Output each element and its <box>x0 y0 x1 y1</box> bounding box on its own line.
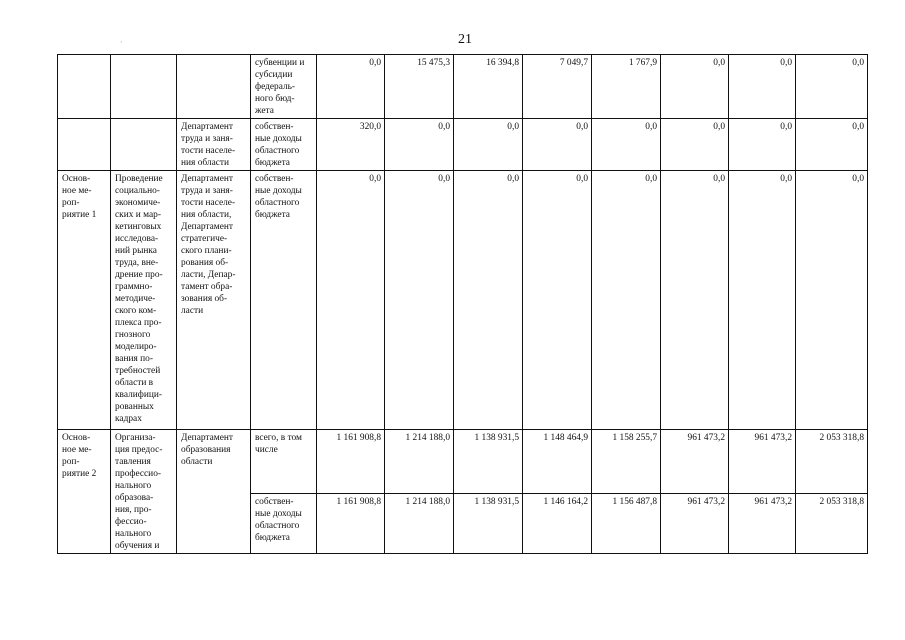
value-cell: 1 158 255,7 <box>592 430 661 494</box>
name-cell: Проведение социально- экономиче- ских и мар- кетинговых исследова- ний рынка труда, вне- дрение про- граммно- методиче- ского ком- плекса про- гнозного моделиро- вания по- требностей области в квалифици- рованных кадрах <box>111 171 177 430</box>
funding-source-cell: собствен- ные доходы областного бюджета <box>251 119 317 171</box>
value-cell: 0,0 <box>729 171 796 430</box>
funding-source-cell: собствен- ные доходы областного бюджета <box>251 494 317 554</box>
value-cell: 0,0 <box>796 171 868 430</box>
row-federal-subsidies <box>58 55 868 119</box>
status-cell: Основ- ное ме- роп- риятие 2 <box>58 430 111 554</box>
executor-cell: Департамент труда и заня- тости населе- ния области <box>177 119 251 171</box>
budget-table <box>57 54 868 554</box>
value-cell: 0,0 <box>592 171 661 430</box>
row-main-event-2-total <box>58 430 868 494</box>
value-cell: 0,0 <box>796 119 868 171</box>
value-cell: 1 156 487,8 <box>592 494 661 554</box>
value-cell: 0,0 <box>729 55 796 119</box>
funding-source-cell: всего, в том числе <box>251 430 317 494</box>
value-cell: 0,0 <box>385 119 454 171</box>
value-cell: 0,0 <box>796 55 868 119</box>
value-cell: 0,0 <box>592 119 661 171</box>
value-cell: 1 138 931,5 <box>454 494 523 554</box>
value-cell: 1 161 908,8 <box>317 494 385 554</box>
name-cell: Организа- ция предос- тавления профессио- нального образова- ния, про- фессио- нального обучения и <box>111 430 177 554</box>
value-cell: 961 473,2 <box>661 494 729 554</box>
executor-cell: Департамент труда и заня- тости населе- ния области, Департамент стратегиче- ского плани- рования об- ласти, Депар- тамент обра- зования об- ласти <box>177 171 251 430</box>
value-cell: 1 148 464,9 <box>523 430 592 494</box>
value-cell: 961 473,2 <box>661 430 729 494</box>
value-cell: 320,0 <box>317 119 385 171</box>
executor-cell: Департамент образования области <box>177 430 251 554</box>
funding-source-cell: собствен- ные доходы областного бюджета <box>251 171 317 430</box>
value-cell: 0,0 <box>729 119 796 171</box>
value-cell: 0,0 <box>317 171 385 430</box>
value-cell: 1 214 188,0 <box>385 430 454 494</box>
scan-dot: · <box>120 38 123 47</box>
row-main-event-1 <box>58 171 868 430</box>
value-cell: 2 053 318,8 <box>796 430 868 494</box>
row-labor-department <box>58 119 868 171</box>
status-cell <box>58 55 111 119</box>
value-cell: 1 767,9 <box>592 55 661 119</box>
value-cell: 961 473,2 <box>729 494 796 554</box>
name-cell <box>111 119 177 171</box>
value-cell: 1 161 908,8 <box>317 430 385 494</box>
value-cell: 0,0 <box>523 171 592 430</box>
value-cell: 0,0 <box>454 119 523 171</box>
value-cell: 0,0 <box>661 55 729 119</box>
value-cell: 16 394,8 <box>454 55 523 119</box>
value-cell: 7 049,7 <box>523 55 592 119</box>
status-cell <box>58 119 111 171</box>
value-cell: 0,0 <box>523 119 592 171</box>
value-cell: 0,0 <box>454 171 523 430</box>
value-cell: 0,0 <box>317 55 385 119</box>
name-cell <box>111 55 177 119</box>
value-cell: 0,0 <box>385 171 454 430</box>
status-cell: Основ- ное ме- роп- риятие 1 <box>58 171 111 430</box>
value-cell: 1 214 188,0 <box>385 494 454 554</box>
funding-source-cell: субвенции и субсидии федераль- ного бюд- жета <box>251 55 317 119</box>
value-cell: 2 053 318,8 <box>796 494 868 554</box>
value-cell: 1 138 931,5 <box>454 430 523 494</box>
value-cell: 1 146 164,2 <box>523 494 592 554</box>
value-cell: 0,0 <box>661 119 729 171</box>
value-cell: 15 475,3 <box>385 55 454 119</box>
executor-cell <box>177 55 251 119</box>
value-cell: 961 473,2 <box>729 430 796 494</box>
value-cell: 0,0 <box>661 171 729 430</box>
page-number: 21 <box>458 32 472 47</box>
